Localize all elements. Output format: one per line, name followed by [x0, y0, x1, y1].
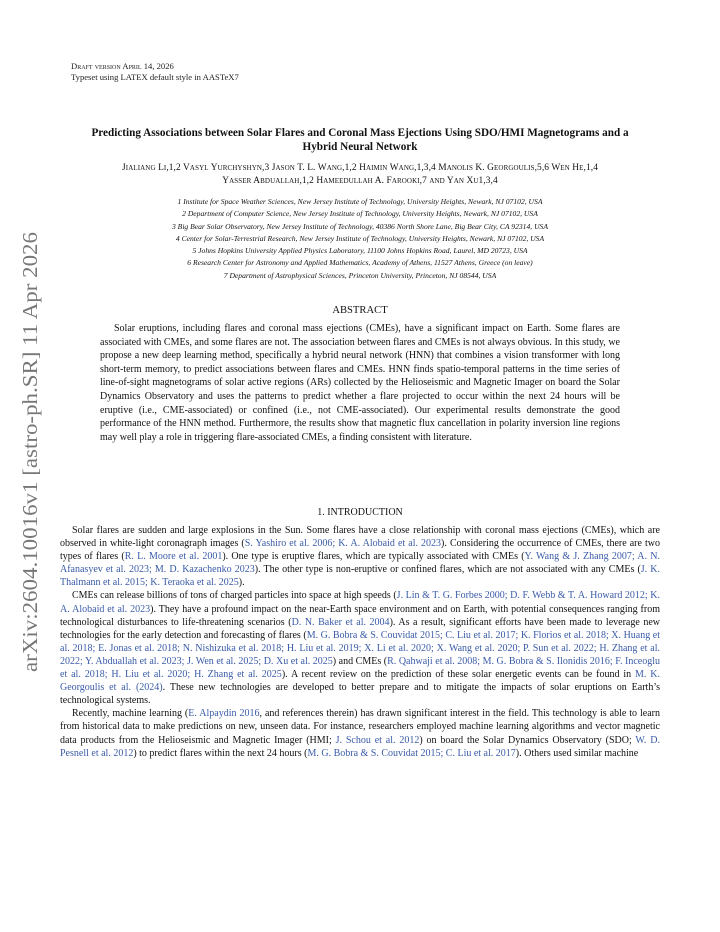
paragraph: [60, 524, 660, 589]
introduction-body: [60, 524, 660, 760]
citation-link[interactable]: J. Lin & T. G. Forbes 2000; D. F. Webb & T. A. Howard 2012; K. A. Alobaid et al. 2023: [60, 590, 660, 615]
affiliation: 4 Center for Solar-Terrestrial Research, New Jersey Institute of Technology, University Heights, Newark, NJ 07102, USA: [175, 233, 545, 243]
affiliation: 3 Big Bear Solar Observatory, New Jersey Institute of Technology, 40386 North Shore Lane, Big Bear City, CA 92314, USA: [171, 221, 548, 231]
citation-link[interactable]: D. N. Baker et al. 2004: [291, 616, 390, 628]
text: CMEs can release billions of tons of charged particles into space at high speeds (: [72, 590, 397, 602]
text: Solar flares are sudden and large explosions in the Sun. Some flares have a close relationship with coronal mass ejections (CMEs), which are observed in white-light coronagraph images (: [60, 525, 660, 550]
affiliation: 2 Department of Computer Science, New Jersey Institute of Technology, University Heights, Newark, NJ 07102, USA: [182, 209, 538, 219]
text: ) to predict flares within the next 24 hours (: [133, 747, 308, 759]
text: ). The other type is non-eruptive or confined flares, which are not associated with any CMEs (: [254, 564, 641, 576]
draft-version: Draft version April 14, 2026: [71, 61, 174, 71]
text: ) on board the Solar Dynamics Observatory (SDO;: [419, 734, 636, 746]
abstract-text: Solar eruptions, including flares and coronal mass ejections (CMEs), have a significant impact on Earth. Some flares are associated with CMEs, and some flares are not. The association between flares and CMEs is not always obvious. In this study, we propose a new deep learning method, specifically a hybrid neural network (HNN) that combines a vision transformer with long short-term memory, to predict associations between flares and CMEs. HNN finds spatio-temporal patterns in the time series of line-of-sight magnetograms of solar active regions (ARs) collected by the Helioseismic and Magnetic Imager on board the Solar Dynamics Observatory and uses the patterns to predict whether a flare projected to occur within the next 24 hours will be eruptive (i.e., CME-associated) or confined (i.e., not CME-associated). Our experimental results demonstrate the good performance of the HNN method. Furthermore, the results show that magnetic flux cancellation in polarity inversion line regions may well play a role in triggering flare-associated CMEs, a finding consistent with literature.: [100, 323, 620, 443]
text: ). Others used similar machine: [515, 747, 639, 759]
citation-link[interactable]: Y. Wang & J. Zhang 2007; A. N. Afanasyev et al. 2023; M. D. Kazachenko 2023: [60, 551, 660, 576]
paper-title: Predicting Associations between Solar Flares and Coronal Mass Ejections Using SDO/HMI Magnetograms and a Hybrid Neural Network: [91, 127, 629, 153]
text: ). One type is eruptive flares, which are typically associated with CMEs (: [222, 551, 525, 563]
text: ). A recent review on the prediction of these solar energetic events can be found in: [281, 669, 635, 681]
citation-link[interactable]: W. D. Pesnell et al. 2012: [60, 734, 660, 759]
arxiv-identifier: arXiv:2604.10016v1 [astro-ph.SR] 11 Apr 2026: [18, 269, 42, 672]
citation-link[interactable]: M. G. Bobra & S. Couvidat 2015; C. Liu et al. 2017: [307, 747, 516, 759]
authors-line-2: Yasser Abduallah,1,2 Hameedullah A. Farooki,7 and Yan Xu1,3,4: [222, 176, 498, 186]
citation-link[interactable]: R. Qahwaji et al. 2008; M. G. Bobra & S. Ilonidis 2016; F. Inceoglu et al. 2018; H. Liu et al. 2020; H. Zhang et al. 2025: [60, 655, 660, 681]
citation-link[interactable]: R. L. Moore et al. 2001: [124, 551, 223, 563]
affiliation: 7 Department of Astrophysical Sciences, Princeton University, Princeton, NJ 08544, USA: [223, 270, 497, 280]
text: . These new technologies are developed to better prepare and to mitigate the impacts of solar eruptions on Earth’s technological systems.: [60, 682, 660, 707]
authors-line-1: Jialiang Li,1,2 Vasyl Yurchyshyn,3 Jason T. L. Wang,1,2 Haimin Wang,1,3,4 Manolis K. Georgoulis,5,6 Wen He,1,4: [122, 163, 598, 173]
text: Recently, machine learning (: [72, 708, 189, 720]
affiliation: 6 Research Center for Astronomy and Applied Mathematics, Academy of Athens, 11527 Athens, Greece (on leave): [187, 258, 533, 268]
citation-link[interactable]: M. K. Georgoulis et al. (2024): [60, 669, 660, 694]
arxiv-identifier-svg: [10, 232, 44, 672]
text: ). They have a profound impact on the near-Earth space environment and on Earth, with potential consequences ranging from technological disturbances to life-threatening scenarios (: [60, 603, 660, 628]
text: ). As a result, significant efforts have been made to leverage new technologies for the early detection and forecasting of flares (: [60, 616, 660, 641]
text: ). Considering the occurrence of CMEs, there are two types of flares (: [60, 538, 660, 563]
author-list: [60, 162, 660, 188]
paragraph: [60, 589, 660, 707]
paragraph: [60, 707, 660, 759]
draft-header: [71, 61, 239, 83]
citation-link[interactable]: J. K. Thalmann et al. 2015; K. Teraoka et al. 2025: [60, 564, 660, 589]
citation-link[interactable]: J. Schou et al. 2012: [335, 734, 420, 746]
citation-link[interactable]: M. G. Bobra & S. Couvidat 2015; C. Liu et al. 2017; K. Florios et al. 2018; X. Huang et al. 2018; E. Jonas et al. 2018; N. Nishizuka et al. 2018; H. Liu et al. 2019; X. Li et al. 2020; X. Wang et al. 2020; P. Sun et al. 2022; H. Zhang et al. 2022; Y. Abduallah et al. 2023; J. Wen et al. 2025; D. Xu et al. 2025: [60, 629, 660, 667]
text: ).: [238, 577, 245, 589]
text: ) and CMEs (: [332, 655, 388, 667]
affiliation: 1 Institute for Space Weather Sciences, New Jersey Institute of Technology, University Heights, Newark, NJ 07102, USA: [177, 197, 543, 206]
affiliation: 5 Johns Hopkins University Applied Physics Laboratory, 11100 Johns Hopkins Road, Laurel, MD 20723, USA: [192, 246, 528, 256]
affiliations: [60, 196, 660, 282]
citation-link[interactable]: S. Yashiro et al. 2006; K. A. Alobaid et al. 2023: [244, 538, 442, 550]
citation-link[interactable]: E. Alpaydin 2016: [188, 708, 260, 720]
arxiv-identifier-sidebar: [10, 232, 44, 672]
text: , and references therein) has drawn significant interest in the field. This technology is able to learn from historical data to make predictions on new, unseen data. For instance, researchers employed machine learning algorithms and vector magnetic data products from the Helioseismic and Magnetic Imager (HMI;: [60, 708, 660, 746]
typeset-note: Typeset using LATEX default style in AASTeX7: [71, 72, 239, 82]
section-heading-introduction: 1. INTRODUCTION: [317, 507, 403, 518]
abstract-heading: ABSTRACT: [332, 305, 388, 316]
